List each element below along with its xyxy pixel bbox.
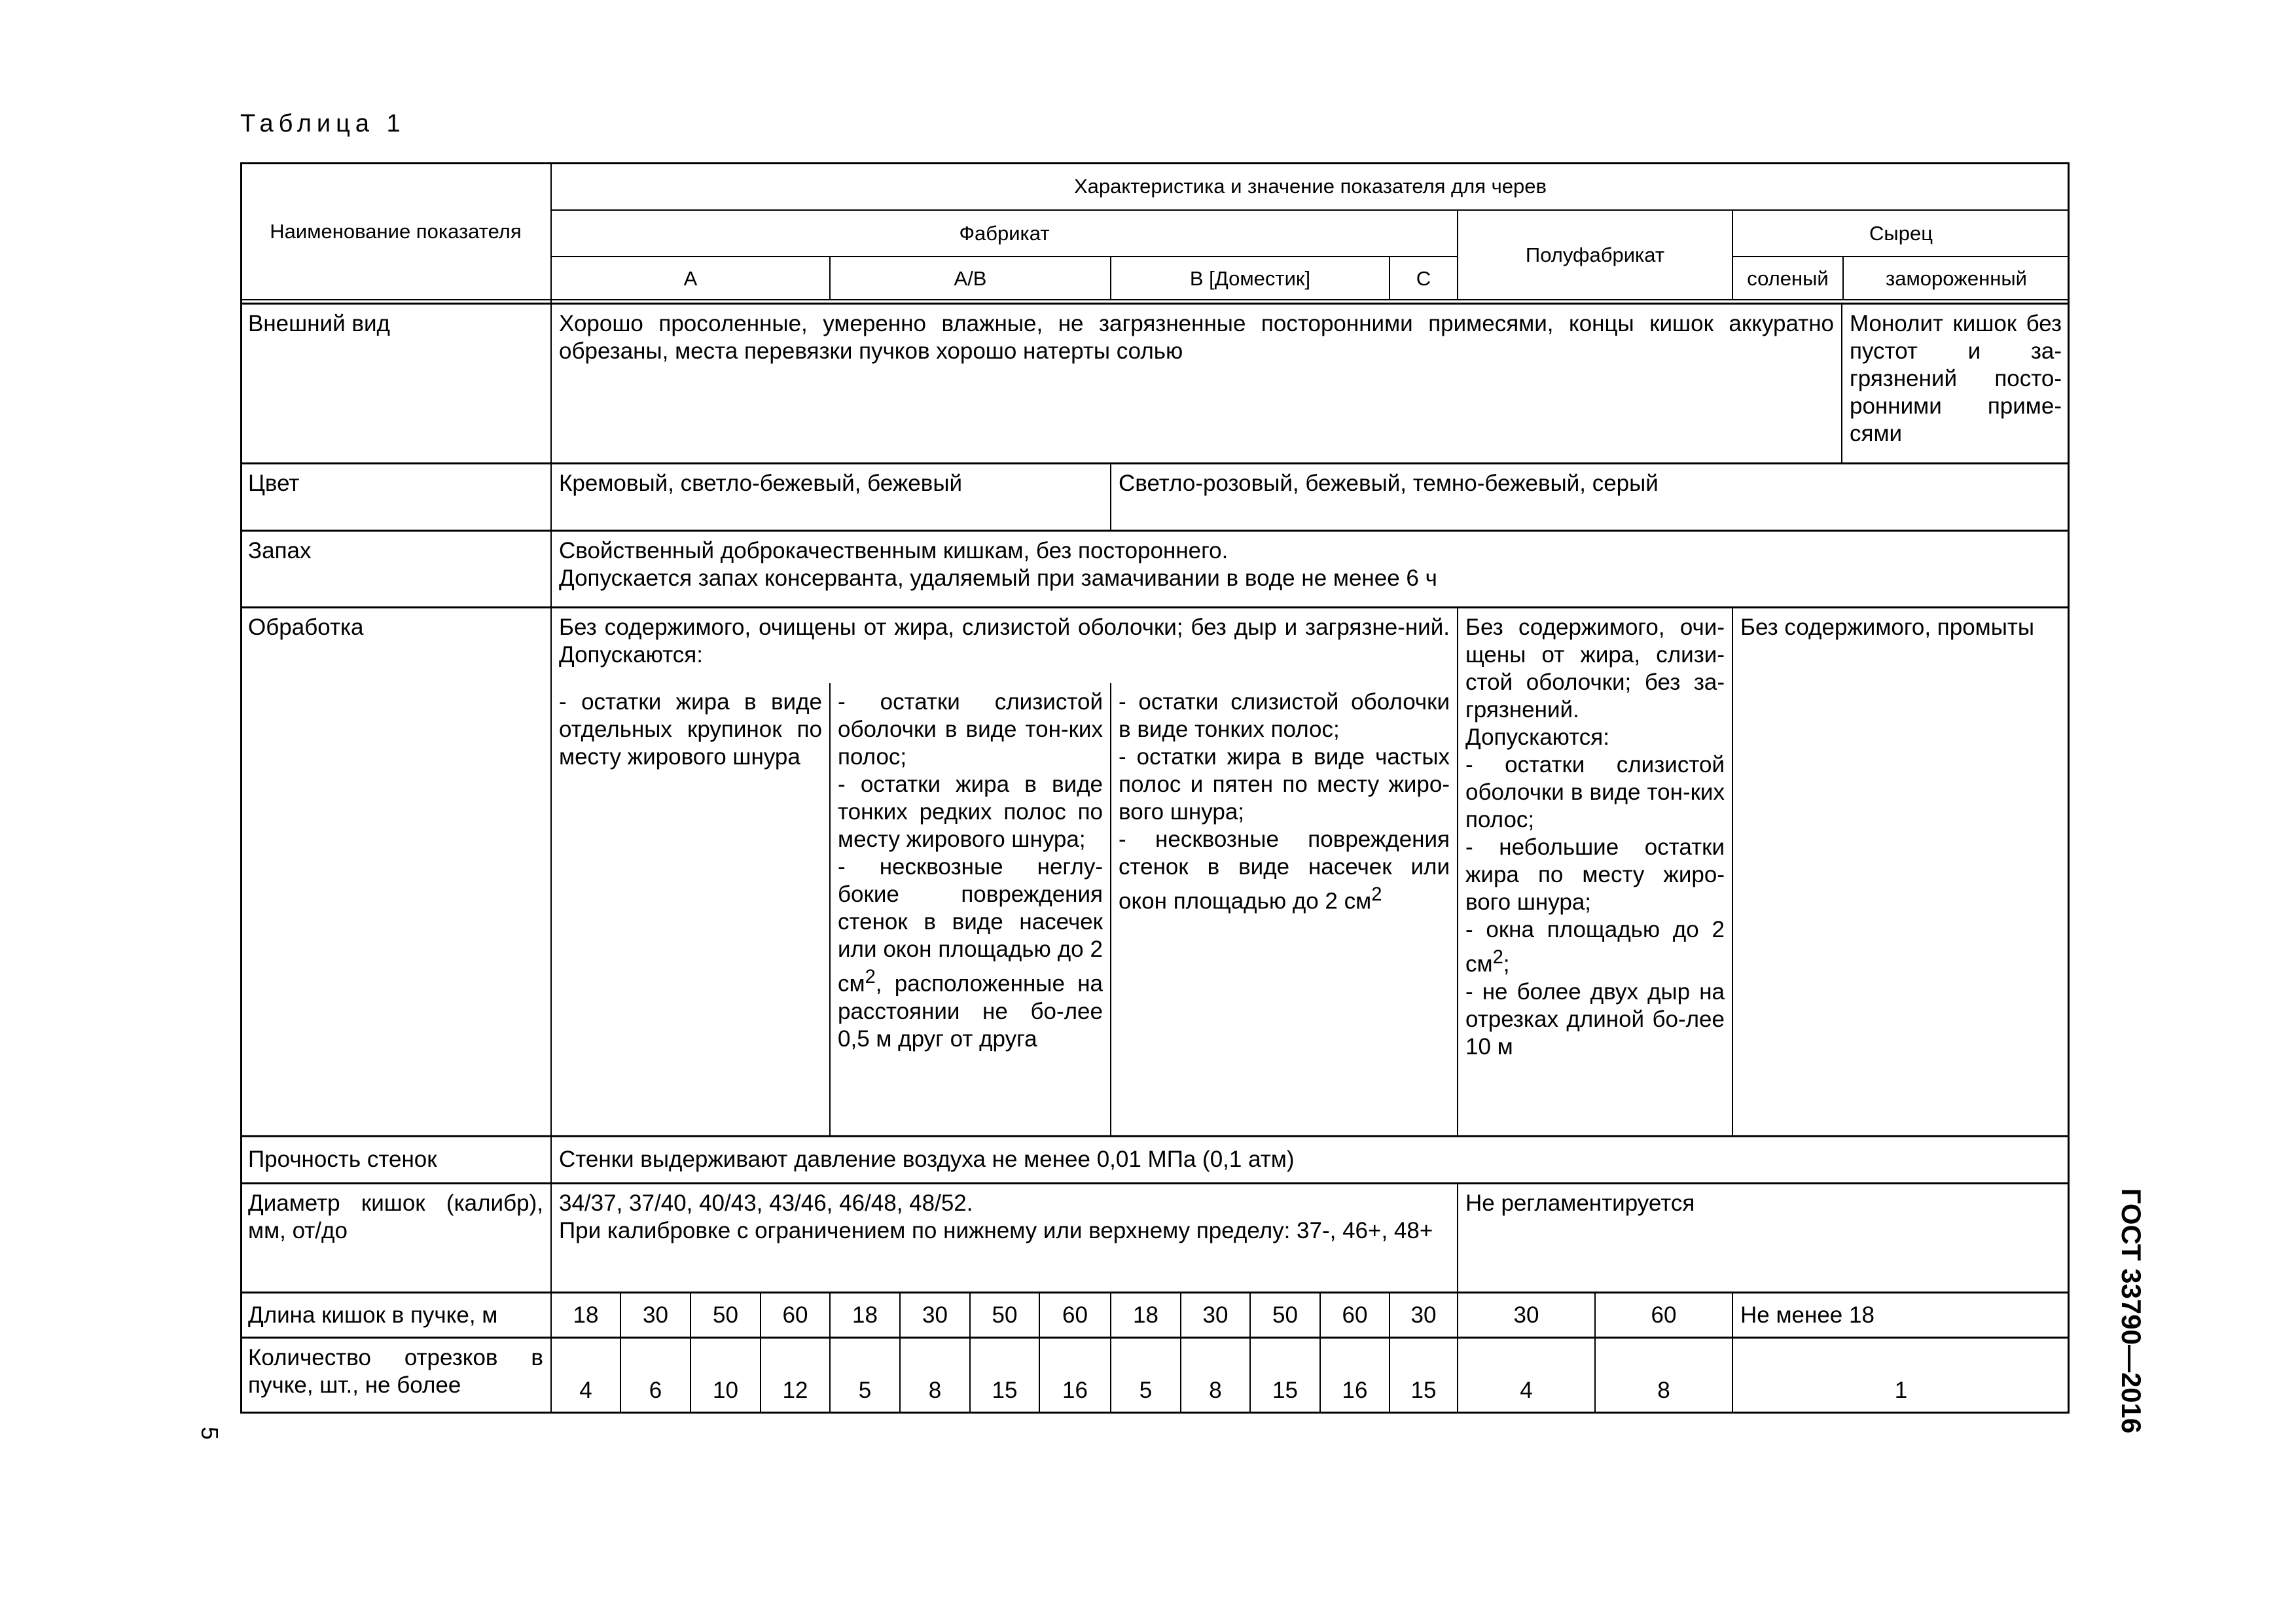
header-col-a: A: [683, 266, 698, 290]
row-label-processing: Обработка: [248, 615, 364, 640]
length-cell: 18: [1133, 1302, 1158, 1328]
count-cell: 4: [579, 1378, 592, 1403]
strength-text: Стенки выдерживают давление воздуха не менее 0,01 МПа (0,1 атм): [559, 1147, 1295, 1172]
count-cell: 8: [1657, 1378, 1670, 1403]
processing-col-b: - остатки слизистой оболочки в виде тонких полос; - остатки жира в виде частых полос и пятен по месту жиро-вого шнура; - несквозные повреждения стенок в виде насечек или окон площадью до 2 $см^2$: [1119, 689, 1450, 914]
header-syrets: Сырец: [1869, 222, 1933, 245]
table-1: [240, 162, 2070, 1414]
count-cell: 12: [782, 1378, 808, 1403]
count-cell: 8: [1209, 1378, 1222, 1403]
length-cell: 30: [922, 1302, 948, 1328]
color-left-text: Кремовый, светло-бежевый, бежевый: [559, 471, 963, 496]
processing-syrets: Без содержимого, промыты: [1740, 615, 2035, 640]
header-col-c: C: [1416, 266, 1431, 290]
length-cell: 18: [852, 1302, 878, 1328]
processing-col-ab: - остатки слизистой оболочки в виде тон-ких полос; - остатки жира в виде тонких редких полос по месту жирового шнура; - несквозные неглу-бокие повреждения стенок в виде насечек или окон площадью до 2 $см^2$, расположенные на расстоянии не бо-лее 0,5 м друг от друга: [838, 689, 1103, 1052]
length-syrets: Не менее 18: [1740, 1302, 1874, 1328]
color-right-text: Светло-розовый, бежевый, темно-бежевый, серый: [1119, 471, 1659, 496]
row-label-length: Длина кишок в пучке, м: [248, 1302, 498, 1328]
count-cell: 8: [928, 1378, 942, 1403]
length-cell: 30: [1410, 1302, 1437, 1328]
row-label-count: Количество отрезков в пучке, шт., не более: [248, 1345, 543, 1398]
row-label-diameter: Диаметр кишок (калибр), мм, от/до: [248, 1190, 543, 1243]
smell-line-1: Свойственный доброкачественным кишкам, без постороннего.: [559, 538, 1229, 563]
count-cell: 15: [992, 1378, 1018, 1403]
table-caption: Таблица 1: [240, 110, 406, 137]
diameter-not-regulated: Не регламентируется: [1465, 1190, 1695, 1216]
smell-text: [551, 531, 2070, 607]
header-fabrikat: Фабрикат: [959, 222, 1050, 245]
length-cell: 50: [1272, 1302, 1298, 1328]
header-polufabrikat: Полуфабрикат: [1525, 243, 1665, 266]
length-cell: 60: [1342, 1302, 1368, 1328]
diameter-text: 34/37, 37/40, 40/43, 43/46, 46/48, 48/52. При калибровке с ограничением по нижнему или верхнему пределу: 37-, 46+, 48+: [559, 1190, 1433, 1243]
header-col-ab: A/B: [954, 266, 987, 290]
length-cell: 50: [713, 1302, 738, 1328]
smell-line-2: Допускается запах консерванта, удаляемый при замачивании в воде не менее 6 ч: [559, 565, 1437, 591]
length-cell: 18: [573, 1302, 599, 1328]
row-label-strength: Прочность стенок: [248, 1147, 437, 1172]
header-col-frozen: замороженный: [1886, 266, 2027, 290]
processing-col-a: - остатки жира в виде отдельных крупинок по месту жирового шнура: [559, 689, 822, 770]
row-label-smell: Запах: [248, 538, 312, 563]
page-number: 5: [196, 1426, 223, 1440]
processing-polufabrikat: Без содержимого, очи-щены от жира, слизи-стой оболочки; без за-грязнений. Допускаются: - остатки слизистой оболочки в виде тон-ких полос; - небольшие остатки жира по месту жиро-вого шнура; - окна площадью до 2 $см^2$; - не более двух дыр на отрезках длиной бо-лее 10 м: [1465, 615, 1725, 1060]
header-indicator: Наименование показателя: [270, 219, 522, 243]
header-characteristic: Характеристика и значение показателя для черев: [1074, 175, 1547, 198]
row-label-color: Цвет: [248, 471, 300, 496]
count-syrets: 1: [1894, 1378, 1908, 1403]
standard-number: ГОСТ 33790—2016: [2116, 1188, 2147, 1434]
length-cell: 30: [1202, 1302, 1229, 1328]
header-col-b: B [Доместик]: [1189, 266, 1311, 290]
length-cell: 30: [643, 1302, 668, 1328]
length-cell: 50: [992, 1302, 1018, 1328]
count-cell: 10: [713, 1378, 738, 1403]
count-cell: 15: [1272, 1378, 1298, 1403]
count-cell: 4: [1520, 1378, 1533, 1403]
header-col-salted: соленый: [1747, 266, 1829, 290]
count-cell: 5: [1139, 1378, 1153, 1403]
length-cell: 60: [782, 1302, 808, 1328]
row-label-appearance: Внешний вид: [248, 311, 390, 336]
count-cell: 15: [1410, 1378, 1437, 1403]
count-cell: 16: [1062, 1378, 1088, 1403]
processing-common-text: Без содержимого, очищены от жира, слизистой оболочки; без дыр и загрязне-ний. Допускаются:: [559, 615, 1450, 668]
appearance-frozen-text: Монолит кишок без пустот и за-грязнений посто-ронними приме-сями: [1850, 311, 2062, 446]
length-cell: 60: [1651, 1302, 1677, 1328]
appearance-text: Хорошо просоленные, умеренно влажные, не загрязненные посторонними примесями, концы кишок аккуратно обрезаны, места перевязки пучков хорошо натерты солью: [559, 311, 1834, 364]
length-cell: 60: [1062, 1302, 1088, 1328]
count-cell: 6: [649, 1378, 662, 1403]
count-cell: 16: [1342, 1378, 1368, 1403]
length-cell: 30: [1513, 1302, 1539, 1328]
count-cell: 5: [858, 1378, 872, 1403]
